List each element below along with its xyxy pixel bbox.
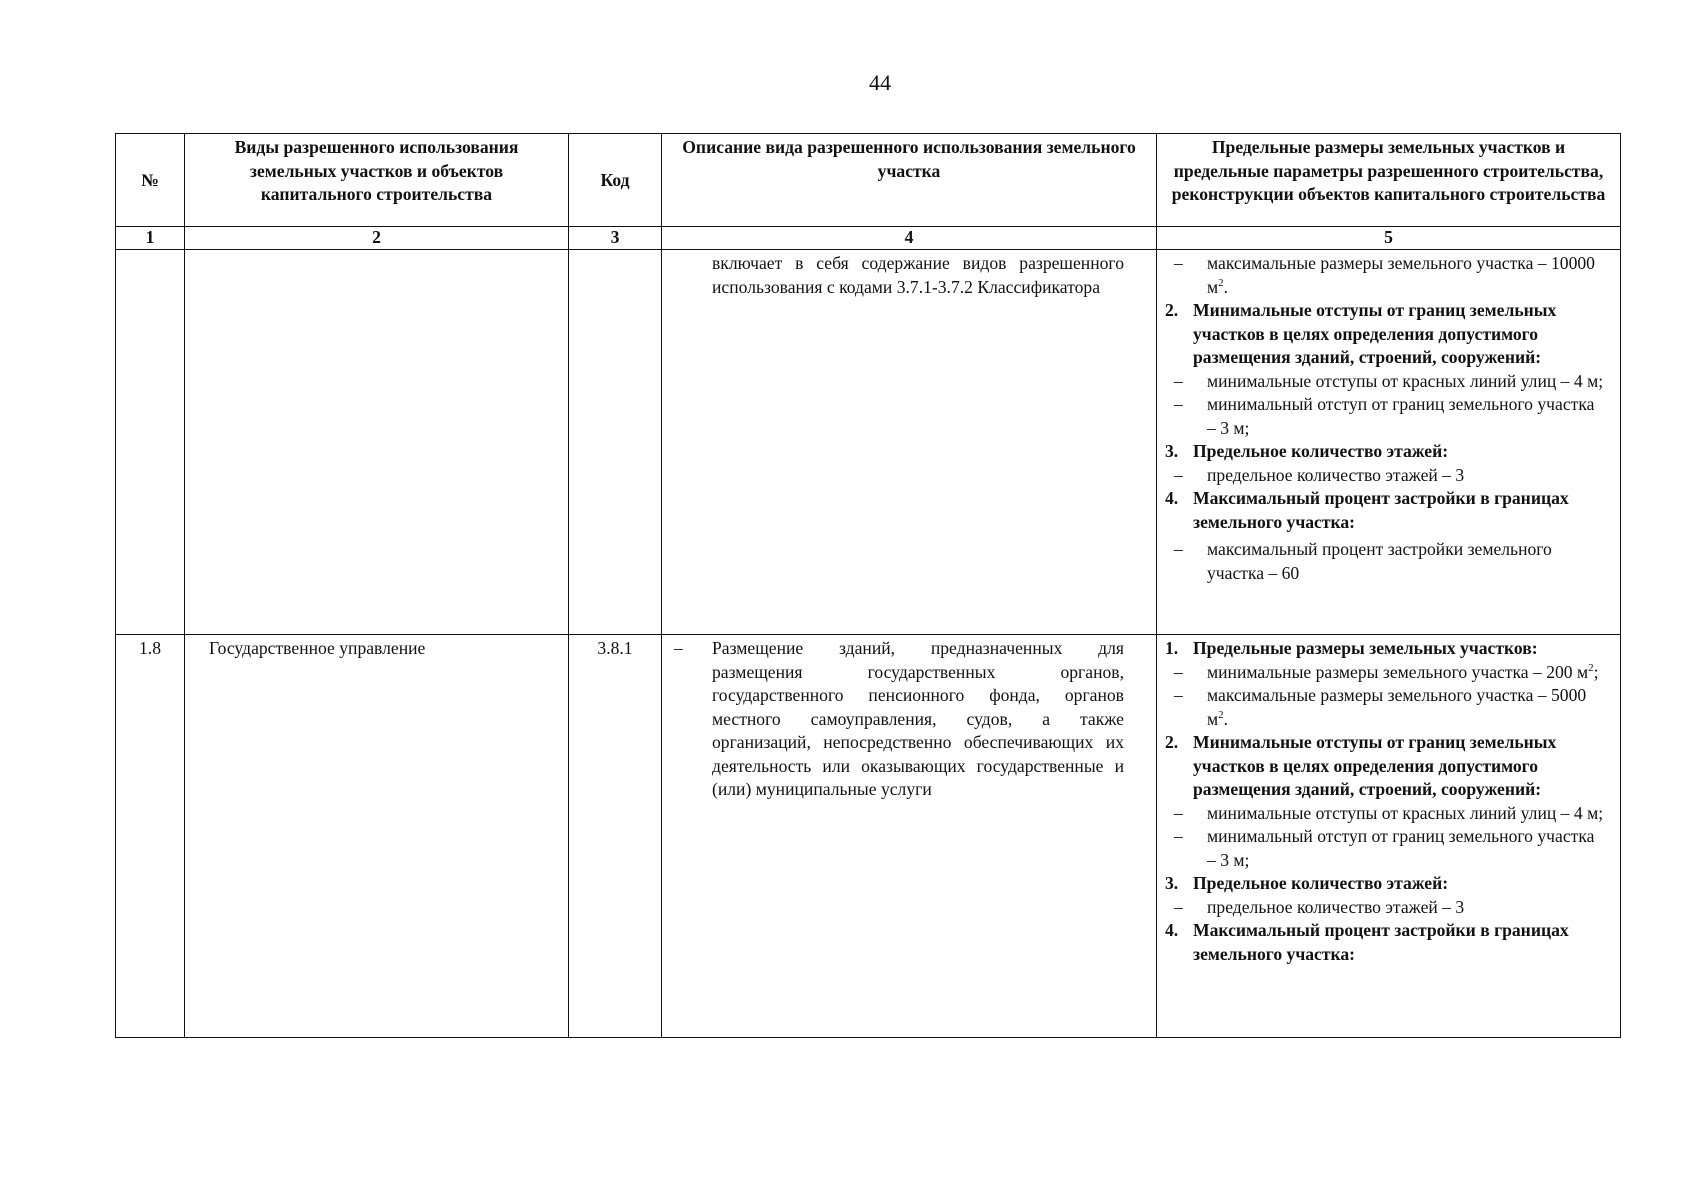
header-params: Предельные размеры земельных участков и предельные параметры разрешенного строительства, реконструкции объектов капитального строительства (1157, 134, 1621, 227)
heading-text: Предельные размеры земельных участков: (1193, 638, 1538, 658)
param-item (1165, 896, 1606, 920)
dash: – (1174, 896, 1183, 917)
table-row (116, 250, 1621, 635)
param-item (1165, 661, 1606, 685)
heading-text: Минимальные отступы от границ земельных участков в целях определения допустимого размещения зданий, строений, сооружений: (1193, 732, 1557, 799)
param-item (1165, 252, 1606, 299)
dash: – (1174, 661, 1183, 682)
punctuation: . (1223, 276, 1229, 297)
description-text: включает в себя содержание видов разрешенного использования с кодами 3.7.1-3.7.2 Классификатора (712, 253, 1124, 297)
header-desc: Описание вида разрешенного использования земельного участка (662, 134, 1157, 227)
row-code (569, 250, 662, 635)
row-description (662, 635, 1157, 1038)
dash: – (674, 638, 683, 658)
superscript: 2 (1218, 276, 1224, 289)
table-header-row (116, 134, 1621, 227)
heading-text: Максимальный процент застройки в границах земельного участка: (1193, 488, 1569, 532)
param-heading (1165, 487, 1606, 534)
param-item (1165, 464, 1606, 488)
dash: – (1174, 802, 1183, 823)
header-code: Код (569, 134, 662, 227)
row-name (185, 250, 569, 635)
row-num: 1.8 (116, 635, 185, 1038)
param-heading (1165, 440, 1606, 464)
param-item (1165, 802, 1606, 826)
column-number: 5 (1157, 227, 1621, 250)
param-item (1165, 370, 1606, 394)
param-text: минимальные размеры земельного участка – 200 м (1207, 661, 1589, 682)
row-name: Государственное управление (185, 635, 569, 1038)
dash: – (1174, 539, 1183, 559)
dash: – (1174, 394, 1183, 414)
row-code: 3.8.1 (569, 635, 662, 1038)
heading-text: Минимальные отступы от границ земельных участков в целях определения допустимого размещения зданий, строений, сооружений: (1193, 300, 1557, 367)
table-row (116, 635, 1621, 1038)
description-item (674, 637, 1124, 802)
dash: – (1174, 685, 1183, 705)
heading-text: Предельное количество этажей: (1193, 873, 1449, 893)
param-text: минимальный отступ от границ земельного участка – 3 м; (1207, 826, 1595, 870)
dash: – (1174, 826, 1183, 846)
heading-number: 3. (1165, 441, 1179, 461)
heading-number: 4. (1165, 920, 1179, 940)
row-description (662, 250, 1157, 635)
param-text: максимальные размеры земельного участка – 10000 м (1207, 253, 1595, 297)
param-item (1165, 393, 1606, 440)
heading-text: Максимальный процент застройки в границах земельного участка: (1193, 920, 1569, 964)
column-number: 1 (116, 227, 185, 250)
param-text: минимальный отступ от границ земельного участка – 3 м; (1207, 394, 1595, 438)
row-parameters (1157, 250, 1621, 635)
param-heading (1165, 731, 1606, 802)
param-text: максимальный процент застройки земельного участка – 60 (1207, 539, 1552, 583)
dash: – (1174, 253, 1183, 273)
heading-number: 1. (1165, 638, 1179, 658)
superscript: 2 (1588, 661, 1594, 674)
param-heading (1165, 299, 1606, 370)
param-text: предельное количество этажей – 3 (1207, 896, 1465, 917)
column-number: 4 (662, 227, 1157, 250)
heading-number: 3. (1165, 873, 1179, 893)
param-heading (1165, 872, 1606, 896)
param-item (1165, 538, 1606, 585)
param-item (1165, 825, 1606, 872)
column-number: 2 (185, 227, 569, 250)
land-use-table (115, 133, 1621, 1038)
column-number: 3 (569, 227, 662, 250)
column-number-row (116, 227, 1621, 250)
param-text: предельное количество этажей – 3 (1207, 464, 1465, 485)
punctuation: . (1223, 708, 1229, 729)
param-item (1165, 684, 1606, 731)
row-num (116, 250, 185, 635)
dash: – (1174, 370, 1183, 391)
page-number: 44 (869, 70, 891, 95)
header-num: № (116, 134, 185, 227)
heading-number: 4. (1165, 488, 1179, 508)
heading-number: 2. (1165, 300, 1179, 320)
punctuation: ; (1593, 661, 1599, 682)
superscript: 2 (1218, 708, 1224, 721)
row-parameters (1157, 635, 1621, 1038)
heading-text: Предельное количество этажей: (1193, 441, 1449, 461)
param-heading (1165, 637, 1606, 661)
heading-number: 2. (1165, 732, 1179, 752)
dash: – (1174, 464, 1183, 485)
header-name: Виды разрешенного использования земельных участков и объектов капитального строительства (185, 134, 569, 227)
param-text: минимальные отступы от красных линий улиц – 4 м; (1207, 802, 1604, 823)
description-text: Размещение зданий, предназначенных для размещения государственных органов, государственного пенсионного фонда, органов местного самоуправления, судов, а также организаций, непосредственно обеспечивающих их деятельность или оказывающих государственные и (или) муниципальные услуги (712, 638, 1124, 799)
param-text: максимальные размеры земельного участка – 5000 м (1207, 685, 1587, 729)
param-heading (1165, 919, 1606, 966)
param-text: минимальные отступы от красных линий улиц – 4 м; (1207, 370, 1604, 391)
